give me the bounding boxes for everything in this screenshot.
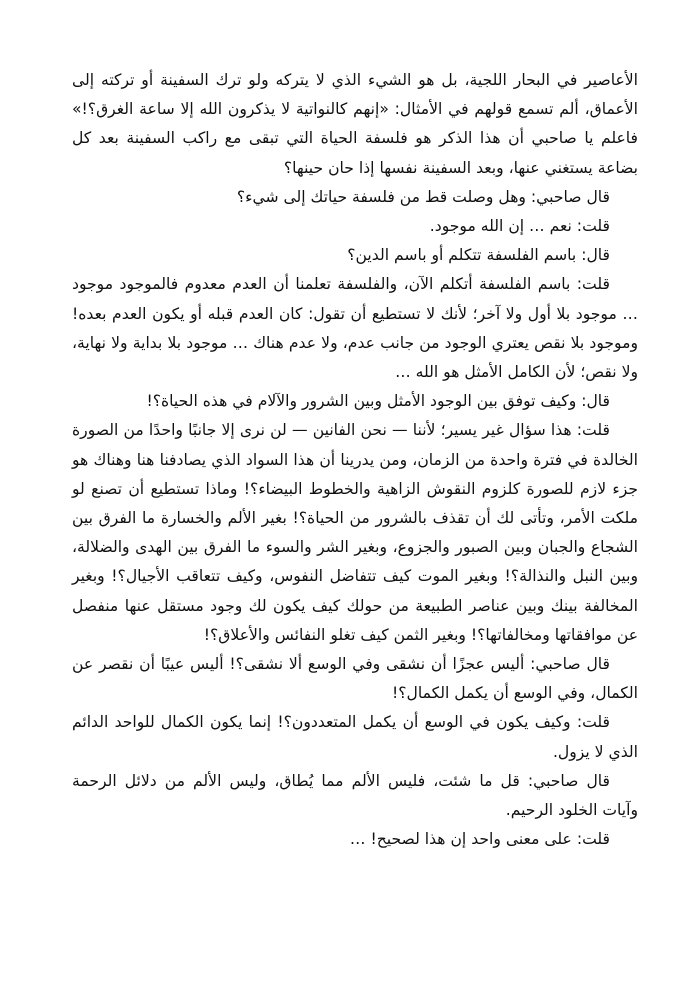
paragraph-3: قلت: نعم … إن الله موجود. [429, 217, 610, 236]
paragraph-10: قال صاحبي: قل ما شئت، فليس الألم مما يُطاق، وليس الألم من دلائل الرحمة وآيات الخلود الرحيم. [72, 771, 638, 820]
paragraph-5: قلت: باسم الفلسفة أتكلم الآن، والفلسفة تعلمنا أن العدم معدوم فالموجود موجود … موجود بلا أول ولا آخر؛ لأنك لا تستطيع أن تقول: كان العدم قبله أو يكون العدم بعده! وموجود بلا نقص يعتري الوجود من جانب عدم، ولا عدم هناك … موجود بلا بداية ولا نهاية، ولا نقص؛ لأن الكامل الأمثل هو الله … [72, 275, 638, 382]
paragraph-1: الأعاصير في البحار اللجية، بل هو الشيء الذي لا يتركه ولو ترك السفينة أو تركته إلى الأعماق، ألم تسمع قولهم في الأمثال: «إنهم كالنواتية لا يذكرون الله إلا ساعة الغرق؟!» فاعلم يا صاحبي أن هذا الذكر هو فلسفة الحياة التي تبقى مع راكب السفينة بعد كل بضاعة يستغني عنها، وبعد السفينة نفسها إذا حان حينها؟ [72, 71, 638, 177]
paragraph-2: قال صاحبي: وهل وصلت قط من فلسفة حياتك إلى شيء؟ [236, 187, 610, 206]
paragraph-6: قال: وكيف توفق بين الوجود الأمثل وبين الشرور والآلام في هذه الحياة؟! [146, 392, 610, 411]
paragraph-11: قلت: على معنى واحد إن هذا لصحيح! … [349, 830, 610, 849]
paragraph-4: قال: باسم الفلسفة تتكلم أو باسم الدين؟ [347, 246, 610, 265]
document-page [72, 66, 638, 854]
paragraph-7: قلت: هذا سؤال غير يسير؛ لأننا — نحن الفانين — لن نرى إلا جانبًا واحدًا من الصورة الخالدة في فترة واحدة من الزمان، ومن يدرينا أن هذا السواد الذي يصادفنا هنا وهناك هو جزء لازم للصورة كلزوم النقوش الزاهية والخطوط البيضاء؟! وماذا تستطيع أن تصنع لو ملكت الأمر، وتأتى لك أن تقذف بالشرور من الحياة؟! بغير الألم والخسارة ما الفرق بين الشجاع والجبان وبين الصبور والجزوع، وبغير الشر والسوء ما الفرق بين الهدى والضلالة، وبين النبل والنذالة؟! وبغير الموت كيف تتفاضل النفوس، وكيف تتعاقب الأجيال؟! وبغير المخالفة بينك وبين عناصر الطبيعة من حولك كيف يكون لك وجود مستقل عنها منفصل عن موافقاتها ومخالفاتها؟! وبغير الثمن كيف تغلو النفائس والأعلاق؟! [72, 421, 638, 644]
paragraph-8: قال صاحبي: أليس عجزًا أن نشقى وفي الوسع ألا نشقى؟! أليس عيبًا أن نقصر عن الكمال، وفي الوسع أن يكمل الكمال؟! [72, 655, 638, 703]
paragraph-9: قلت: وكيف يكون في الوسع أن يكمل المتعددون؟! إنما يكون الكمال للواحد الدائم الذي لا يزول. [72, 713, 638, 761]
